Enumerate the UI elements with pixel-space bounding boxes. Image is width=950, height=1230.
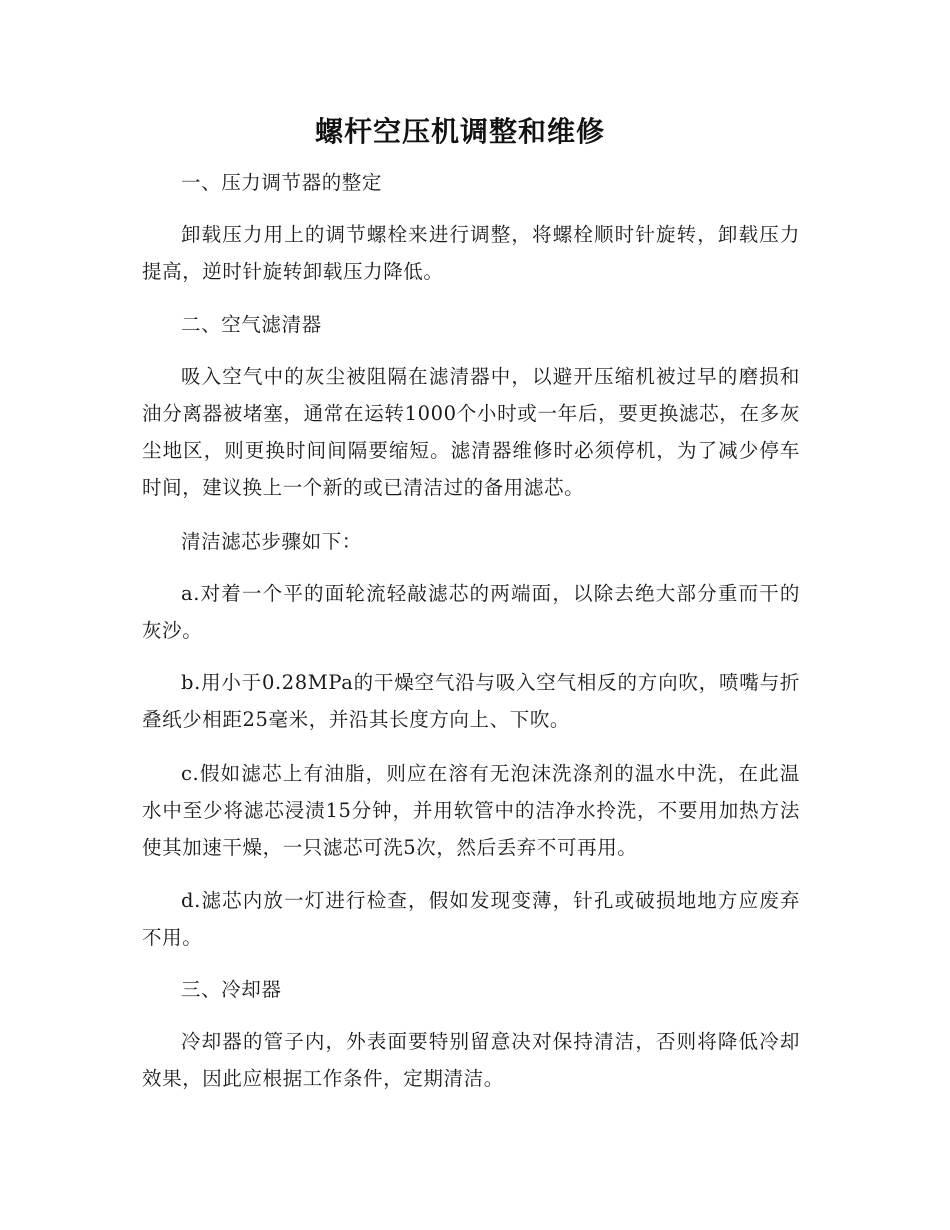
paragraph-pressure-adjustment: 卸载压力用上的调节螺栓来进行调整，将螺栓顺时针旋转，卸载压力提高，逆时针旋转卸载压力降低。 (142, 223, 800, 283)
paragraph-step-d: d.滤芯内放一灯进行检查，假如发现变薄，针孔或破损地地方应废弃不用。 (142, 889, 800, 949)
paragraph-cleaning-steps-intro: 清洁滤芯步骤如下： (181, 530, 362, 553)
paragraph-cooler: 冷却器的管子内，外表面要特别留意决对保持清洁，否则将降低冷却效果，因此应根据工作条件，定期清洁。 (142, 1030, 800, 1090)
document-title: 螺杆空压机调整和维修 (314, 115, 605, 148)
paragraph-air-filter: 吸入空气中的灰尘被阻隔在滤清器中，以避开压缩机被过早的磨损和油分离器被堵塞，通常在运转1000个小时或一年后，要更换滤芯，在多灰尘地区，则更换时间间隔要缩短。滤清器维修时必须停机，为了减少停车时间，建议换上一个新的或已清洁过的备用滤芯。 (142, 365, 800, 499)
section-heading-cooler: 三、冷却器 (181, 978, 282, 1001)
section-heading-pressure-regulator: 一、压力调节器的整定 (181, 171, 383, 194)
section-heading-air-filter: 二、空气滤清器 (181, 313, 322, 336)
paragraph-step-c: c.假如滤芯上有油脂，则应在溶有无泡沫洗涤剂的温水中洗，在此温水中至少将滤芯浸渍15分钟，并用软管中的洁净水拎洗，不要用加热方法使其加速干燥，一只滤芯可洗5次，然后丢弃不可再用。 (142, 762, 800, 859)
paragraph-step-b: b.用小于0.28MPa的干燥空气沿与吸入空气相反的方向吹，喷嘴与折叠纸少相距25毫米，并沿其长度方向上、下吹。 (142, 671, 800, 731)
paragraph-step-a: a.对着一个平的面轮流轻敲滤芯的两端面，以除去绝大部分重而干的灰沙。 (142, 582, 800, 642)
